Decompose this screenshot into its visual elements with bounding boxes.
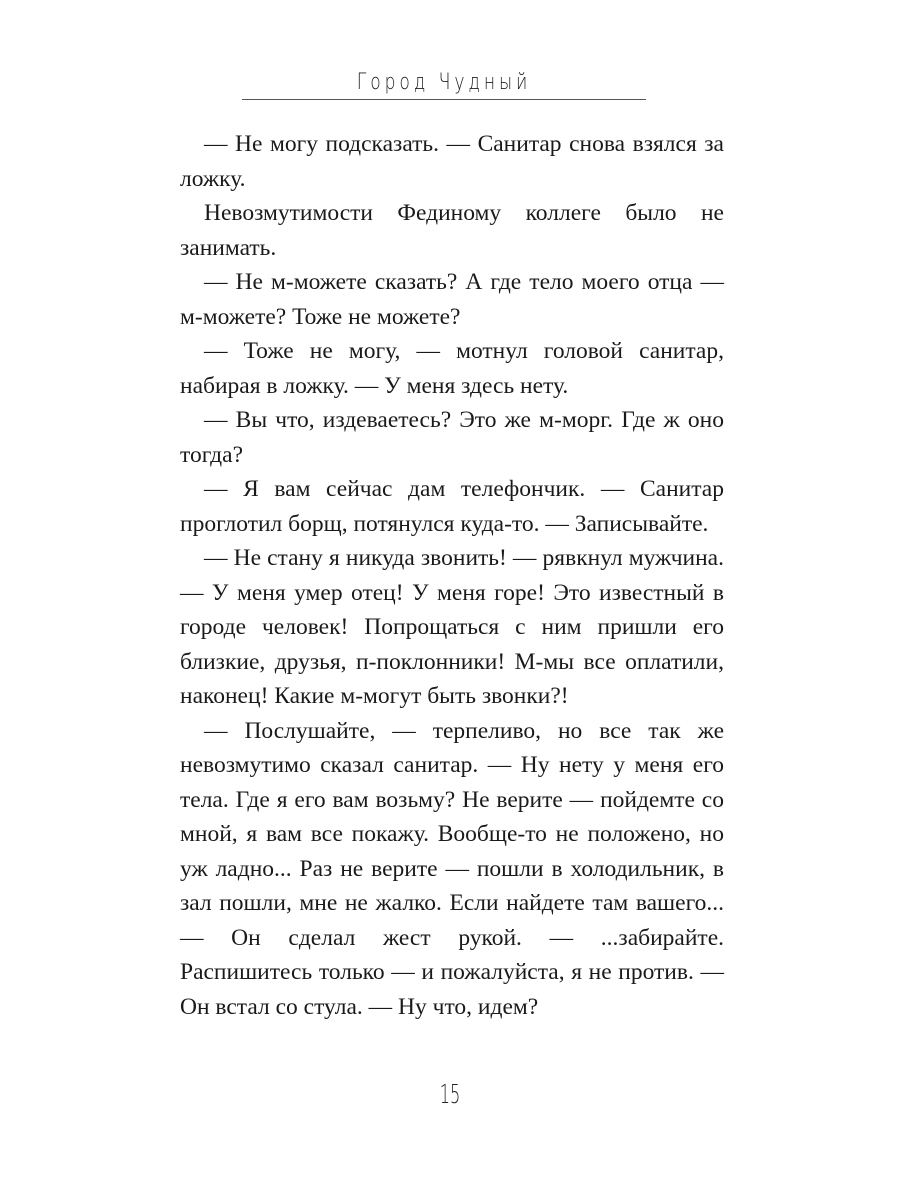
paragraph: — Не могу подсказать. — Санитар снова взялся за ложку. (180, 131, 724, 192)
paragraph: — Тоже не могу, — мотнул головой санитар, набирая в ложку. — У меня здесь нету. (180, 338, 724, 399)
running-head: Город Чудный (356, 70, 532, 95)
header-rule (242, 99, 646, 100)
paragraph: — Послушайте, — терпеливо, но все так же невозмутимо сказал санитар. — Ну нету у меня его тела. Где я его вам возьму? Не верите — пойдемте со мной, я вам все покажу. Вообще-то не положено, но уж ладно... Раз не верите — пошли в холодильник, в зал пошли, мне не жалко. Если найдете там вашего... — Он сделал жест рукой. — ...забирайте. Распишитесь только — и пожалуйста, я не против. — Он встал со стула. — Ну что, идем? (180, 717, 724, 1020)
paragraph: — Не стану я никуда звонить! — рявкнул мужчина. — У меня умер отец! У меня горе! Это известный в городе человек! Попрощаться с ним пришли его близкие, друзья, п-поклонники! М-мы все оплатили, наконец! Какие м-могут быть звонки?! (180, 545, 724, 709)
paragraph: — Вы что, издеваетесь? Это же м-морг. Где ж оно тогда? (180, 407, 724, 468)
paragraph: — Не м-можете сказать? А где тело моего отца — м-можете? Тоже не можете? (180, 269, 724, 330)
paragraph: — Я вам сейчас дам телефончик. — Санитар проглотил борщ, потянулся куда-то. — Записывайте. (180, 476, 724, 537)
page-number: 15 (439, 1080, 461, 1110)
paragraph: Невозмутимости Фединому коллеге было не занимать. (180, 200, 724, 261)
body-text (180, 127, 724, 1024)
